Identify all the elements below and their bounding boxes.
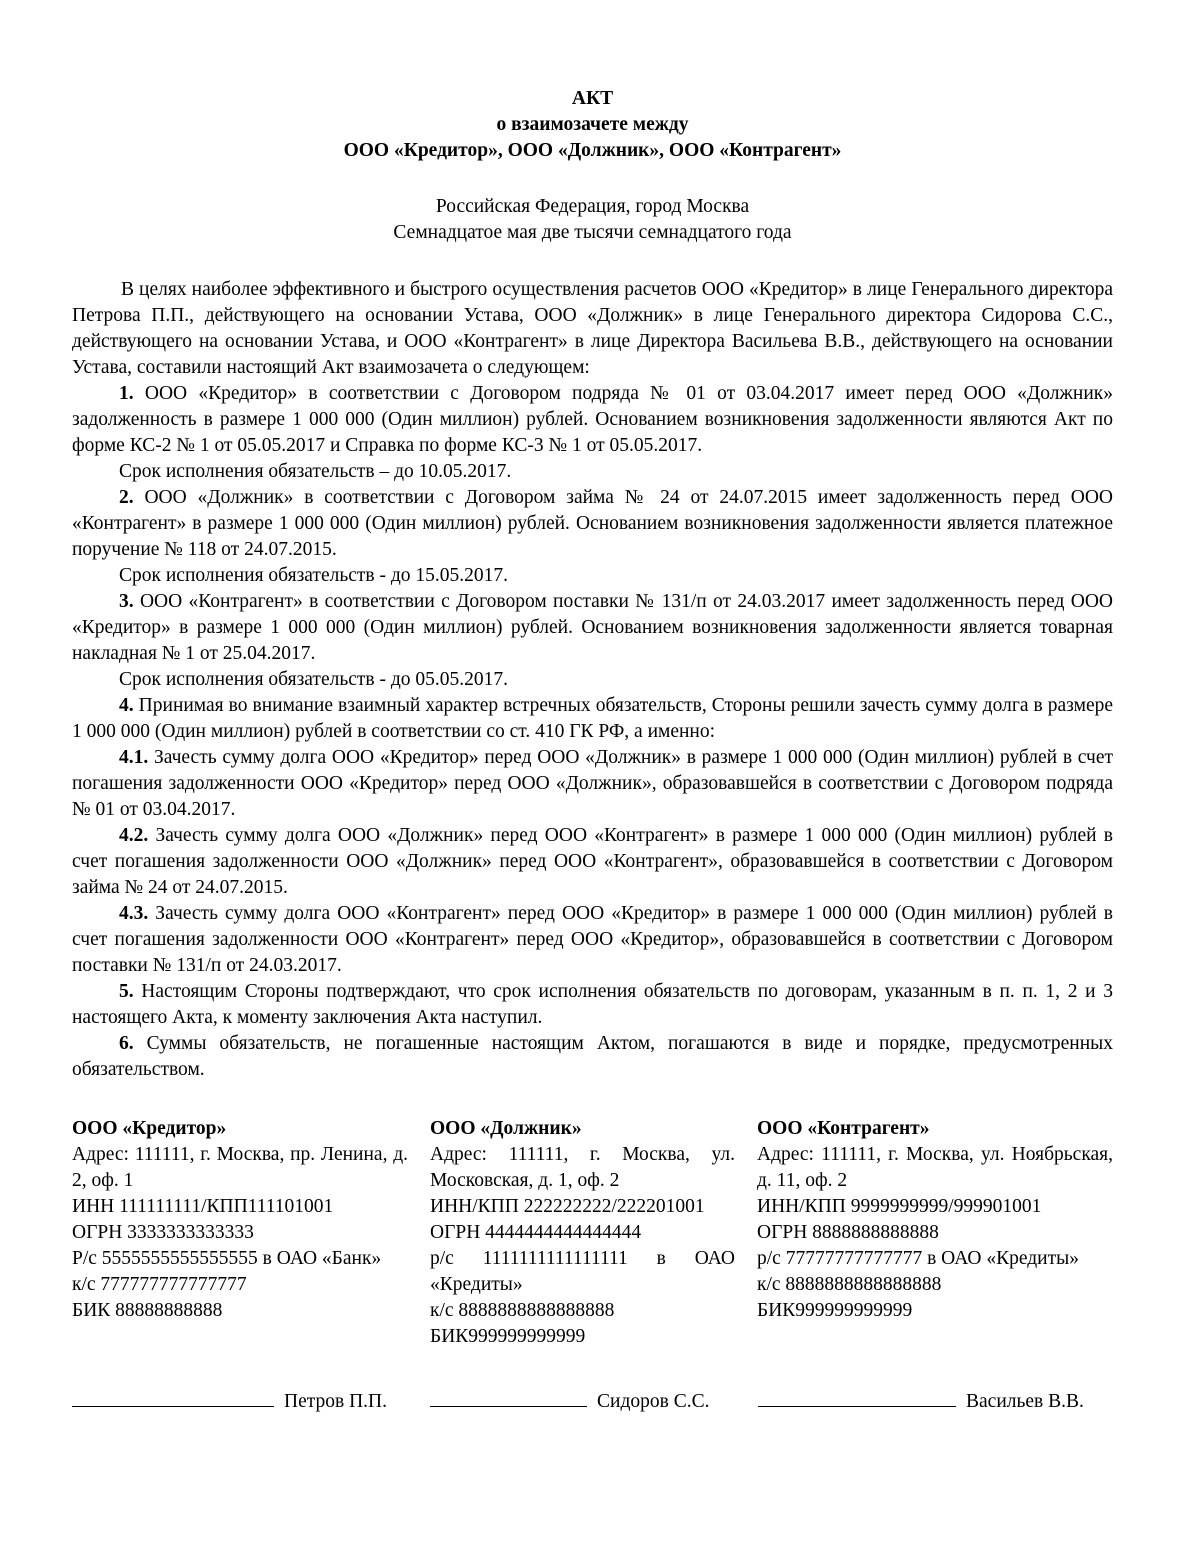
party-inn: ИНН 111111111/КПП111101001 [72,1196,334,1217]
signature-block [430,1386,758,1415]
clause-number: 4.1. [119,747,149,768]
party-name: ООО «Кредитор» [72,1118,227,1139]
party-corr-account: к/с 777777777777777 [72,1274,247,1295]
clause-paragraph [72,901,1113,979]
clause-text: ООО «Должник» в соответствии с Договором займа № 24 от 24.07.2015 имеет задолженность перед ООО «Контрагент» в размере 1 000 000 (Один миллион) рублей. Основанием возникновения задолженности является платежное поручение № 118 от 24.07.2015. [72,487,1113,560]
clause-number: 3. [119,591,134,612]
clause-paragraph [72,381,1113,459]
party-inn: ИНН/КПП 9999999999/999901001 [757,1196,1042,1217]
clause-text: Зачесть сумму долга ООО «Должник» перед ООО «Контрагент» в размере 1 000 000 (Один миллион) рублей в счет погашения задолженности ООО «Должник» перед ООО «Контрагент», образовавшейся в соответствии с Договором займа № 24 от 24.07.2015. [72,825,1113,898]
clause-text: Срок исполнения обязательств - до 15.05.2017. [119,565,509,586]
clause-text: Принимая во внимание взаимный характер встречных обязательств, Стороны решили зачесть сумму долга в размере 1 000 000 (Один миллион) рублей в соответствии со ст. 410 ГК РФ, а именно: [72,695,1114,742]
term-paragraph [72,667,1113,693]
party-name: ООО «Должник» [430,1118,582,1139]
signatures-row [72,1386,1113,1415]
document-page [72,86,1113,1415]
clause-number: 2. [119,487,134,508]
party-address: Адрес: 111111, г. Москва, ул. Ноябрьская, д. 11, оф. 2 [757,1144,1113,1191]
party-account: р/с 77777777777777 в ОАО «Кредиты» [757,1248,1079,1269]
clause-text: Зачесть сумму долга ООО «Контрагент» перед ООО «Кредитор» в размере 1 000 000 (Один миллион) рублей в счет погашения задолженности ООО «Контрагент» перед ООО «Кредитор», образовавшейся в соответствии с Договором поставки № 131/п от 24.03.2017. [72,903,1113,976]
clause-paragraph [72,693,1113,745]
signatory-name: Петров П.П. [284,1391,387,1412]
term-paragraph [72,459,1113,485]
document-subtitle: о взаимозачете между [496,114,689,135]
clause-paragraph [72,745,1113,823]
signature-line [72,1386,274,1407]
party-name: ООО «Контрагент» [757,1118,930,1139]
signature-block [72,1386,430,1415]
clause-text: Настоящим Стороны подтверждают, что срок исполнения обязательств по договорам, указанным в п. п. 1, 2 и 3 настоящего Акта, к моменту заключения Акта наступил. [72,981,1114,1028]
party-account: Р/с 5555555555555555 в ОАО «Банк» [72,1248,382,1269]
parties-requisites [72,1116,1113,1350]
document-parties-line: ООО «Кредитор», ООО «Должник», ООО «Контрагент» [343,140,842,161]
party-address: Адрес: 111111, г. Москва, ул. Московская, д. 1, оф. 2 [430,1144,735,1191]
clause-number: 6. [119,1033,134,1054]
clause-paragraph [72,1031,1113,1083]
clause-text: Срок исполнения обязательств – до 10.05.2017. [119,461,512,482]
document-place: Российская Федерация, город Москва [435,196,750,217]
party-bik: БИК999999999999 [757,1300,913,1321]
clause-text: Срок исполнения обязательств - до 05.05.2017. [119,669,509,690]
clause-number: 4. [119,695,134,716]
party-ogrn: ОГРН 4444444444444444 [430,1222,642,1243]
clause-paragraph [72,589,1113,667]
party-ogrn: ОГРН 8888888888888 [757,1222,939,1243]
party-address: Адрес: 111111, г. Москва, пр. Ленина, д. 2, оф. 1 [72,1144,408,1191]
clause-paragraph [72,979,1113,1031]
clause-number: 4.2. [119,825,149,846]
clause-text: Зачесть сумму долга ООО «Кредитор» перед ООО «Должник» в размере 1 000 000 (Один миллион) рублей в счет погашения задолженности ООО «Кредитор» перед ООО «Должник», образовавшейся в соответствии с Договором подряда № 01 от 03.04.2017. [72,747,1114,820]
party-inn: ИНН/КПП 222222222/222201001 [430,1196,705,1217]
party-bik: БИК 88888888888 [72,1300,223,1321]
signatory-name: Сидоров С.С. [597,1391,710,1412]
party-counterparty [757,1116,1113,1350]
document-title: АКТ [571,88,614,109]
party-creditor [72,1116,408,1350]
party-corr-account: к/с 8888888888888888 [430,1300,615,1321]
party-bik: БИК999999999999 [430,1326,586,1347]
clause-text: ООО «Контрагент» в соответствии с Договором поставки № 131/п от 24.03.2017 имеет задолженность перед ООО «Кредитор» в размере 1 000 000 (Один миллион) рублей. Основанием возникновения задолженности является товарная накладная № 1 от 25.04.2017. [72,591,1113,664]
clause-paragraph [72,485,1113,563]
intro-paragraph: В целях наиболее эффективного и быстрого осуществления расчетов ООО «Кредитор» в лице Генерального директора Петрова П.П., действующего на основании Устава, ООО «Должник» в лице Генерального директора Сидорова С.С., действующего на основании Устава, и ООО «Контрагент» в лице Директора Васильева В.В., действующего на основании Устава, составили настоящий Акт взаимозачета о следующем: [72,279,1113,378]
party-account: р/с 1111111111111111 в ОАО «Кредиты» [430,1248,735,1295]
clause-number: 5. [119,981,134,1002]
party-ogrn: ОГРН 3333333333333 [72,1222,254,1243]
clause-number: 1. [119,383,134,404]
clause-paragraph [72,823,1113,901]
party-debtor [430,1116,735,1350]
clause-number: 4.3. [119,903,149,924]
signature-line [758,1386,956,1407]
signatory-name: Васильев В.В. [966,1391,1084,1412]
term-paragraph [72,563,1113,589]
clause-text: ООО «Кредитор» в соответствии с Договором подряда № 01 от 03.04.2017 имеет перед ООО «Должник» задолженность в размере 1 000 000 (Один миллион) рублей. Основанием возникновения задолженности являются Акт по форме КС-2 № 1 от 05.05.2017 и Справка по форме КС-3 № 1 от 05.05.2017. [72,383,1113,456]
signature-block [758,1386,1084,1415]
document-date: Семнадцатое мая две тысячи семнадцатого года [393,222,792,243]
document-body [72,277,1113,1083]
clause-text: Суммы обязательств, не погашенные настоящим Актом, погашаются в виде и порядке, предусмотренных обязательством. [72,1033,1114,1080]
signature-line [430,1386,587,1407]
party-corr-account: к/с 8888888888888888 [757,1274,942,1295]
